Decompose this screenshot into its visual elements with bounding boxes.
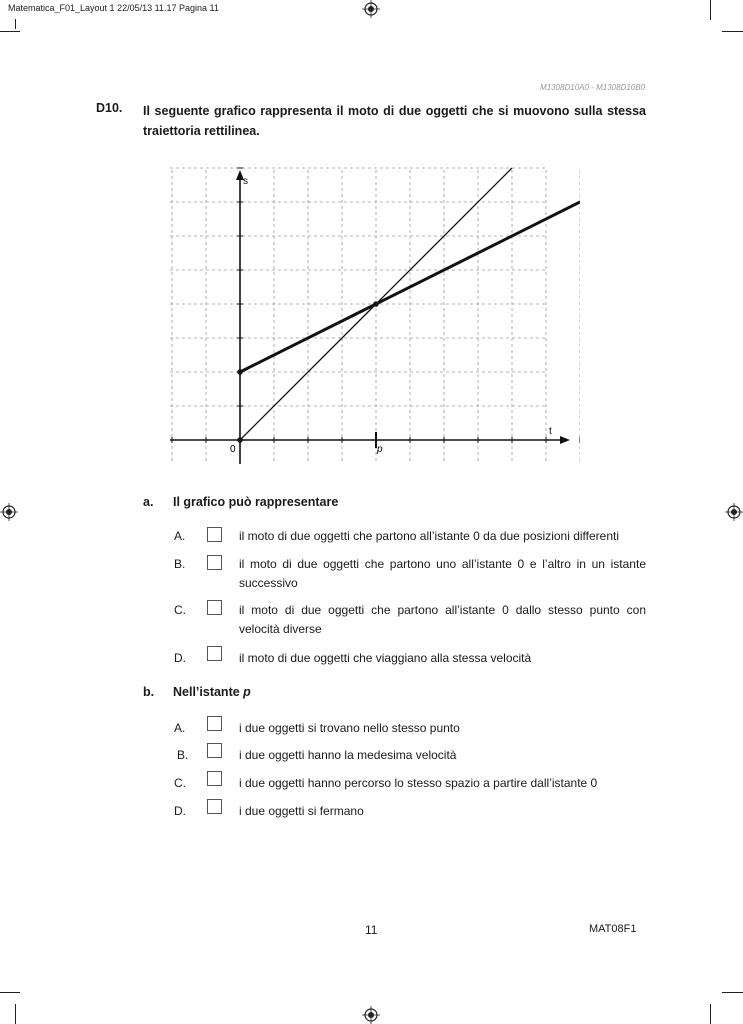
- question-text: Il seguente grafico rappresenta il moto di due oggetti che si muovono sulla stessa traiettoria rettilinea.: [143, 104, 646, 138]
- registration-mark-icon: [362, 0, 380, 18]
- footer-code: MAT08F1: [589, 923, 637, 935]
- part-a-option-letter: D.: [174, 651, 186, 665]
- p-marker-label: p: [377, 444, 383, 455]
- part-b-option-letter: A.: [174, 721, 186, 735]
- part-b-option-d-checkbox[interactable]: [207, 799, 222, 814]
- part-b-letter: b.: [143, 685, 155, 699]
- part-a-option-a-text: il moto di due oggetti che partono all’istante 0 da due posizioni differenti: [239, 529, 620, 543]
- part-a-title: Il grafico può rappresentare: [173, 495, 339, 509]
- printer-slug: Matematica_F01_Layout 1 22/05/13 11.17 Pagina 11: [8, 3, 219, 13]
- trim-mark: [15, 19, 16, 29]
- part-b-option-letter: B.: [177, 748, 189, 762]
- registration-mark-icon: [725, 503, 743, 521]
- x-axis-label: t: [549, 426, 552, 437]
- part-a-option-d-checkbox[interactable]: [207, 646, 222, 661]
- part-a-option-b-checkbox[interactable]: [207, 555, 222, 570]
- trim-mark: [722, 31, 743, 32]
- part-b-option-b-text: i due oggetti hanno la medesima velocità: [239, 748, 457, 762]
- part-b-option-c-checkbox[interactable]: [207, 771, 222, 786]
- trim-mark: [0, 31, 20, 32]
- part-b-option-a-text: i due oggetti si trovano nello stesso punto: [239, 721, 460, 735]
- part-b-title: [173, 685, 251, 699]
- page-number: 11: [365, 923, 378, 937]
- part-b-title-variable: p: [243, 685, 251, 699]
- part-a-option-letter: C.: [174, 603, 186, 617]
- part-b-option-a-checkbox[interactable]: [207, 716, 222, 731]
- part-a-letter: a.: [143, 495, 154, 509]
- x-axis-arrow-icon: [560, 436, 570, 444]
- question-number: D10.: [96, 101, 123, 115]
- trim-mark: [710, 1004, 711, 1024]
- data-point: [237, 437, 243, 443]
- part-a-option-c-checkbox[interactable]: [207, 600, 222, 615]
- trim-mark: [710, 0, 711, 20]
- part-a-option-c-text: il moto di due oggetti che partono all’istante 0 dallo stesso punto con velocità diverse: [239, 603, 646, 636]
- registration-mark-icon: [0, 503, 18, 521]
- part-a-option-d-text: il moto di due oggetti che viaggiano alla stessa velocità: [239, 651, 532, 665]
- part-b-option-d-text: i due oggetti si fermano: [239, 804, 364, 818]
- chart-grid: [170, 168, 580, 472]
- part-a-option-letter: B.: [174, 557, 186, 571]
- item-code: M1308D10A0 - M1308D10B0: [540, 83, 645, 92]
- y-axis-label: s: [243, 176, 248, 187]
- part-b-option-letter: C.: [174, 776, 186, 790]
- trim-mark: [15, 1004, 16, 1024]
- part-b-option-c-text: i due oggetti hanno percorso lo stesso spazio a partire dall’istante 0: [239, 776, 598, 790]
- chart-axes: [170, 168, 580, 472]
- trim-mark: [0, 992, 20, 993]
- data-point: [237, 369, 243, 375]
- registration-mark-icon: [362, 1006, 380, 1024]
- origin-label: 0: [230, 444, 236, 455]
- part-a-option-letter: A.: [174, 529, 186, 543]
- part-b-option-letter: D.: [174, 804, 186, 818]
- part-b-title-prefix: Nell’istante: [173, 685, 244, 699]
- trim-mark: [722, 992, 743, 993]
- part-a-option-a-checkbox[interactable]: [207, 527, 222, 542]
- part-b-option-b-checkbox[interactable]: [207, 743, 222, 758]
- motion-graph: [160, 162, 580, 472]
- part-a-option-b-text: il moto di due oggetti che partono uno all’istante 0 e l’altro in un istante successivo: [239, 557, 646, 590]
- data-point: [373, 301, 379, 307]
